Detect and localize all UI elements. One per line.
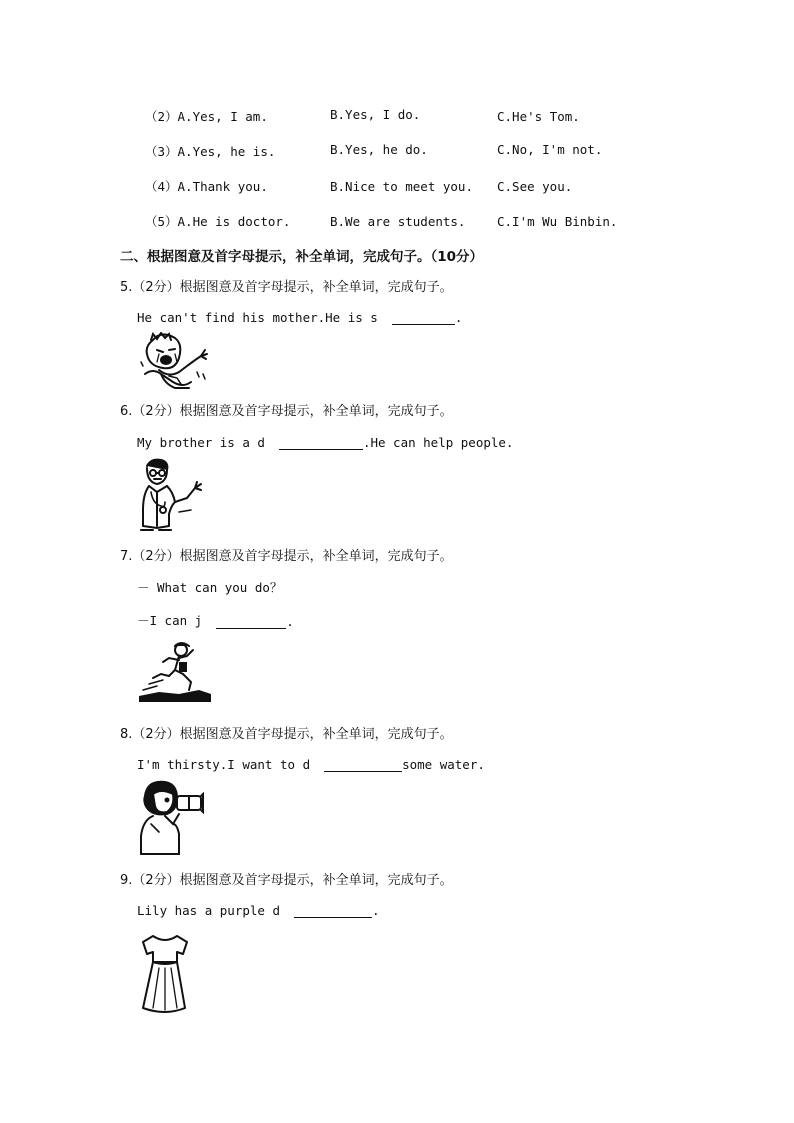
sentence-start: Lily has a purple d <box>137 903 280 918</box>
option-row-4 <box>145 177 268 195</box>
option-c: C.See you. <box>497 179 573 194</box>
section-title: 二、根据图意及首字母提示，补全单词，完成句子。（10分） <box>120 249 484 265</box>
question-7-sentence <box>137 611 294 629</box>
answer-blank[interactable] <box>279 436 363 450</box>
option-b: B.Yes, he do. <box>330 142 428 157</box>
question-8-heading: 8.（2分）根据图意及首字母提示，补全单词，完成句子。 <box>120 727 453 742</box>
option-row-3 <box>145 142 275 160</box>
option-number: （3） <box>145 144 178 159</box>
sentence-start: My brother is a d <box>137 435 265 450</box>
option-b: B.Yes, I do. <box>330 107 421 122</box>
sentence-end: .He can help people. <box>362 435 514 450</box>
option-row-5 <box>145 212 290 230</box>
option-b: B.We are students. <box>330 214 466 229</box>
question-7-line1: － What can you do？ <box>137 580 283 595</box>
option-a: A.Yes, he is. <box>177 144 276 159</box>
answer-blank[interactable] <box>324 758 402 772</box>
question-7-heading: 7.（2分）根据图意及首字母提示，补全单词，完成句子。 <box>120 549 453 564</box>
sentence-end: . <box>454 310 463 325</box>
sentence-start: I'm thirsty.I want to d <box>137 757 311 772</box>
answer-blank[interactable] <box>392 311 455 325</box>
question-5-sentence <box>137 310 462 325</box>
option-c: C.No, I'm not. <box>497 142 603 157</box>
question-9-sentence <box>137 903 380 918</box>
answer-blank[interactable] <box>216 615 286 629</box>
question-6-sentence <box>137 435 513 450</box>
option-a: A.He is doctor. <box>177 214 291 229</box>
crying-boy-picture <box>139 332 211 390</box>
sentence-end: . <box>372 903 380 918</box>
sentence-start: －I can j <box>137 613 203 628</box>
question-5-heading: 5.（2分）根据图意及首字母提示，补全单词，完成句子。 <box>120 280 453 295</box>
jumping-girl-picture <box>139 640 213 706</box>
dress-picture <box>139 932 191 1016</box>
option-c: C.I'm Wu Binbin. <box>497 214 618 229</box>
sentence-end: some water. <box>402 757 485 772</box>
drinking-girl-picture <box>139 780 209 856</box>
sentence-start: He can't find his mother.He is s <box>137 310 378 325</box>
answer-blank[interactable] <box>294 904 372 918</box>
option-number: （4） <box>145 179 178 194</box>
question-9-heading: 9.（2分）根据图意及首字母提示，补全单词，完成句子。 <box>120 873 453 888</box>
question-8-sentence <box>137 757 485 772</box>
option-c: C.He's Tom. <box>497 109 580 124</box>
option-a: A.Yes, I am. <box>177 109 268 124</box>
option-row-2 <box>145 107 268 125</box>
sentence-end: . <box>286 614 294 629</box>
option-number: （2） <box>145 109 178 124</box>
question-6-heading: 6.（2分）根据图意及首字母提示，补全单词，完成句子。 <box>120 404 453 419</box>
option-number: （5） <box>145 214 178 229</box>
option-a: A.Thank you. <box>177 179 268 194</box>
option-b: B.Nice to meet you. <box>330 179 473 194</box>
doctor-picture <box>139 458 211 532</box>
